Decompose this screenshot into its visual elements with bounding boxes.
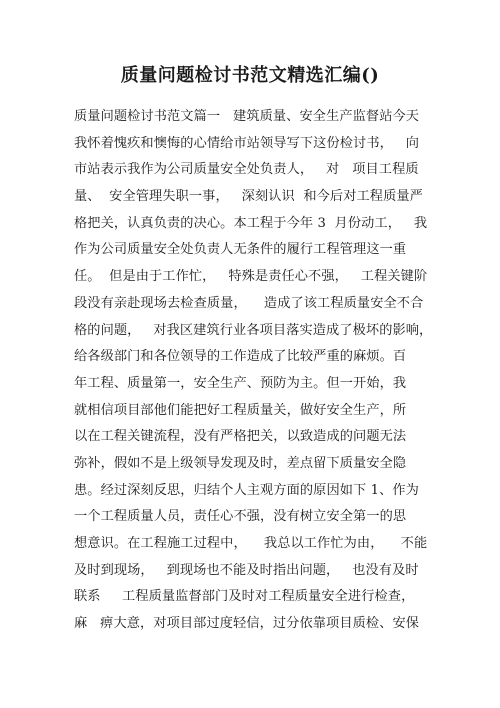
text-line: 联系 工程质量监督部门及时对工程质量安全进行检查， [74, 589, 415, 605]
text-line: 年工程、质量第一，安全生产、预防为主。但一开始，我 [74, 375, 407, 391]
text-line: 麻 痹大意，对项目部过度轻信，过分依靠项目质检、安保 [74, 616, 420, 632]
text-line: 给各级部门和各位领导的工作造成了比较严重的麻烦。百 [74, 349, 407, 365]
text-line: 患。经过深刻反思，归结个人主观方面的原因如下 1、作为 [74, 482, 419, 498]
text-line: 段没有亲赴现场去检查质量， 造成了该工程质量安全不合 [74, 295, 424, 311]
text-line: 想意识。在工程施工过程中， 我总以工作忙为由， 不能 [74, 536, 428, 551]
document-body [74, 104, 434, 638]
text-line: 弥补，假如不是上级领导发现及时，差点留下质量安全隐 [74, 455, 407, 471]
text-line: 及时到现场， 到现场也不能及时指出问题， 也没有及时 [74, 562, 419, 578]
text-line: 格把关，认真负责的决心。本工程于今年 3 月份动工， 我 [74, 215, 428, 231]
text-line: 任。 但是由于工作忙， 特殊是责任心不强， 工程关键阶 [74, 269, 428, 285]
text-line: 质量问题检讨书范文篇一 建筑质量、安全生产监督站今天 [74, 109, 420, 124]
text-line: 市站表示我作为公司质量安全处负责人， 对 项目工程质 [74, 162, 419, 178]
text-line: 以在工程关键流程，没有严格把关，以致造成的问题无法 [74, 429, 407, 445]
text-line: 就相信项目部他们能把好工程质量关，做好安全生产，所 [74, 402, 407, 418]
text-line: 量、 安全管理失职一事， 深刻认识 和今后对工程质量严 [74, 189, 423, 205]
text-line: 一个工程质量人员，责任心不强，没有树立安全第一的思 [74, 509, 407, 525]
document-title: 质量问题检讨书范文精选汇编() [120, 65, 380, 86]
text-line: 格的问题， 对我区建筑行业各项目落实造成了极坏的影响， [74, 322, 433, 338]
text-line: 我怀着愧疚和懊悔的心情给市站领导写下这份检讨书， 向 [74, 135, 420, 151]
text-line: 作为公司质量安全处负责人无条件的履行工程管理这一重 [74, 242, 407, 258]
